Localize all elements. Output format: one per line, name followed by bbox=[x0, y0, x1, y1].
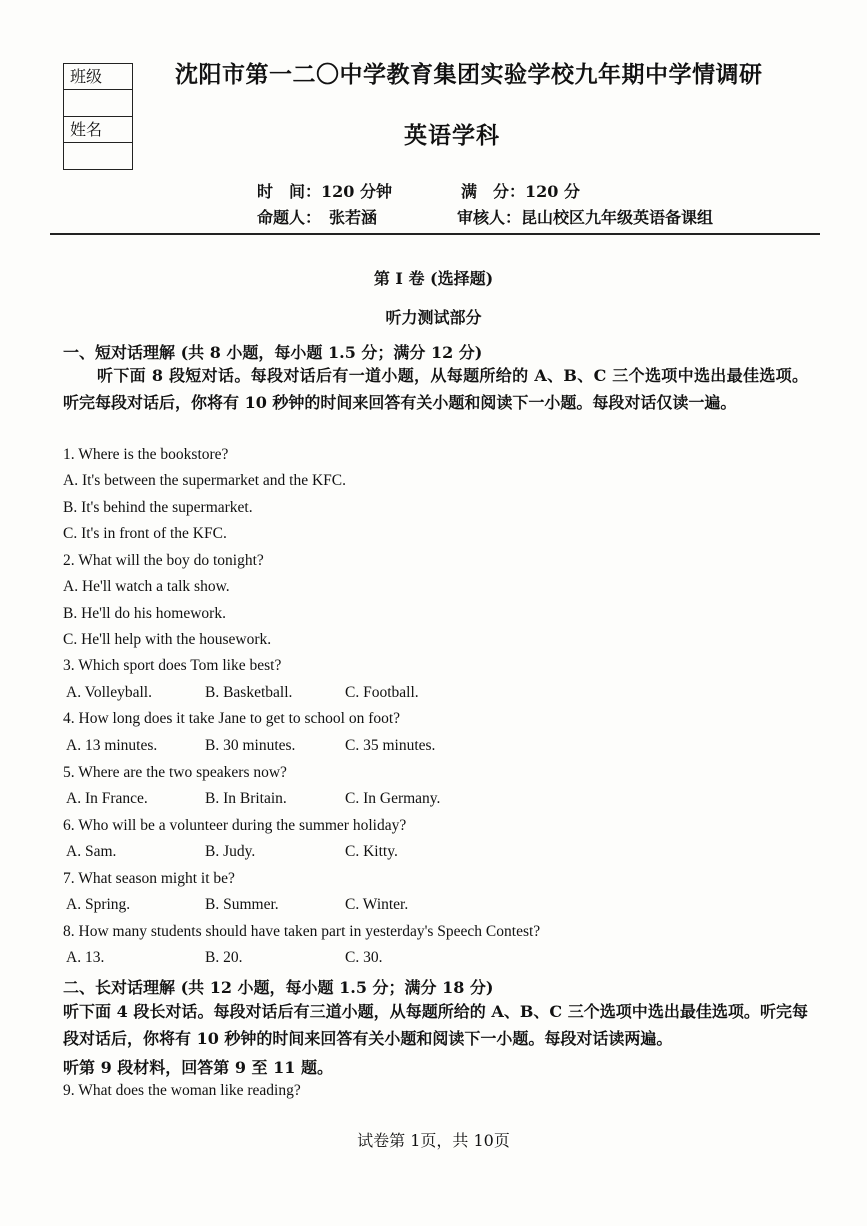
section2-heading: 二、长对话理解 (共 12 小题，每小题 1.5 分；满分 18 分) bbox=[63, 978, 494, 997]
subject-title: 英语学科 bbox=[404, 122, 500, 149]
question-2-option-a: A. He'll watch a talk show. bbox=[63, 578, 230, 595]
question-6-option-a: A. Sam. bbox=[66, 843, 117, 860]
question-4-option-b: B. 30 minutes. bbox=[205, 737, 296, 754]
section2-instructions: 听下面 4 段长对话。每段对话后有三道小题，从每题所给的 A、B、C 三个选项中选出最佳选项。听完每段对话后，你将有 10 秒钟的时间来回答有关小题和阅读下一小题。每段对话读两遍。 bbox=[63, 1002, 808, 1048]
question-3-option-b: B. Basketball. bbox=[205, 684, 293, 701]
exam-author: 命题人： 张若涵 bbox=[257, 208, 378, 227]
header-divider bbox=[50, 233, 820, 235]
section2-material: 听第 9 段材料，回答第 9 至 11 题。 bbox=[63, 1058, 333, 1077]
question-1-option-b: B. It's behind the supermarket. bbox=[63, 499, 253, 516]
question-6: 6. Who will be a volunteer during the summer holiday? bbox=[63, 817, 407, 834]
full-score: 满 分：120 分 bbox=[461, 182, 580, 201]
exam-reviewer: 审核人：昆山校区九年级英语备课组 bbox=[457, 208, 714, 227]
exam-title: 沈阳市第一二〇中学教育集团实验学校九年期中学情调研 bbox=[175, 61, 763, 88]
page-footer: 试卷第 1页，共 10页 bbox=[357, 1131, 510, 1150]
exam-time: 时 间：120 分钟 bbox=[257, 182, 392, 201]
question-8-option-a: A. 13. bbox=[66, 949, 105, 966]
name-field[interactable] bbox=[64, 143, 132, 169]
question-9: 9. What does the woman like reading? bbox=[63, 1082, 301, 1099]
section1-heading: 一、短对话理解 (共 8 小题，每小题 1.5 分；满分 12 分) bbox=[63, 343, 483, 362]
question-7: 7. What season might it be? bbox=[63, 870, 235, 887]
question-3: 3. Which sport does Tom like best? bbox=[63, 657, 282, 674]
question-8: 8. How many students should have taken part in yesterday's Speech Contest? bbox=[63, 923, 541, 940]
question-8-option-b: B. 20. bbox=[205, 949, 243, 966]
question-8-option-c: C. 30. bbox=[345, 949, 383, 966]
question-7-option-c: C. Winter. bbox=[345, 896, 409, 913]
class-field[interactable] bbox=[64, 90, 132, 116]
question-3-option-a: A. Volleyball. bbox=[66, 684, 152, 701]
question-7-option-a: A. Spring. bbox=[66, 896, 131, 913]
question-6-option-c: C. Kitty. bbox=[345, 843, 398, 860]
question-1: 1. Where is the bookstore? bbox=[63, 446, 229, 463]
class-label: 班级 bbox=[64, 64, 132, 90]
question-2-option-c: C. He'll help with the housework. bbox=[63, 631, 272, 648]
question-2-option-b: B. He'll do his homework. bbox=[63, 605, 226, 622]
question-4-option-c: C. 35 minutes. bbox=[345, 737, 436, 754]
name-label: 姓名 bbox=[64, 117, 132, 143]
section1-instructions: 听下面 8 段短对话。每段对话后有一道小题，从每题所给的 A、B、C 三个选项中选出最佳选项。听完每段对话后，你将有 10 秒钟的时间来回答有关小题和阅读下一小题。每段对话仅读一遍。 bbox=[63, 366, 808, 412]
question-2: 2. What will the boy do tonight? bbox=[63, 552, 264, 569]
question-5-option-a: A. In France. bbox=[66, 790, 148, 807]
question-5-option-c: C. In Germany. bbox=[345, 790, 441, 807]
question-1-option-a: A. It's between the supermarket and the KFC. bbox=[63, 472, 347, 489]
question-6-option-b: B. Judy. bbox=[205, 843, 256, 860]
question-4-option-a: A. 13 minutes. bbox=[66, 737, 158, 754]
question-3-option-c: C. Football. bbox=[345, 684, 419, 701]
question-1-option-c: C. It's in front of the KFC. bbox=[63, 525, 227, 542]
question-5-option-b: B. In Britain. bbox=[205, 790, 287, 807]
question-7-option-b: B. Summer. bbox=[205, 896, 279, 913]
volume-title: 第 I 卷 (选择题) bbox=[373, 269, 494, 288]
student-info-box bbox=[63, 63, 133, 170]
listening-title: 听力测试部分 bbox=[385, 308, 482, 327]
question-4: 4. How long does it take Jane to get to school on foot? bbox=[63, 710, 401, 727]
question-5: 5. Where are the two speakers now? bbox=[63, 764, 287, 781]
